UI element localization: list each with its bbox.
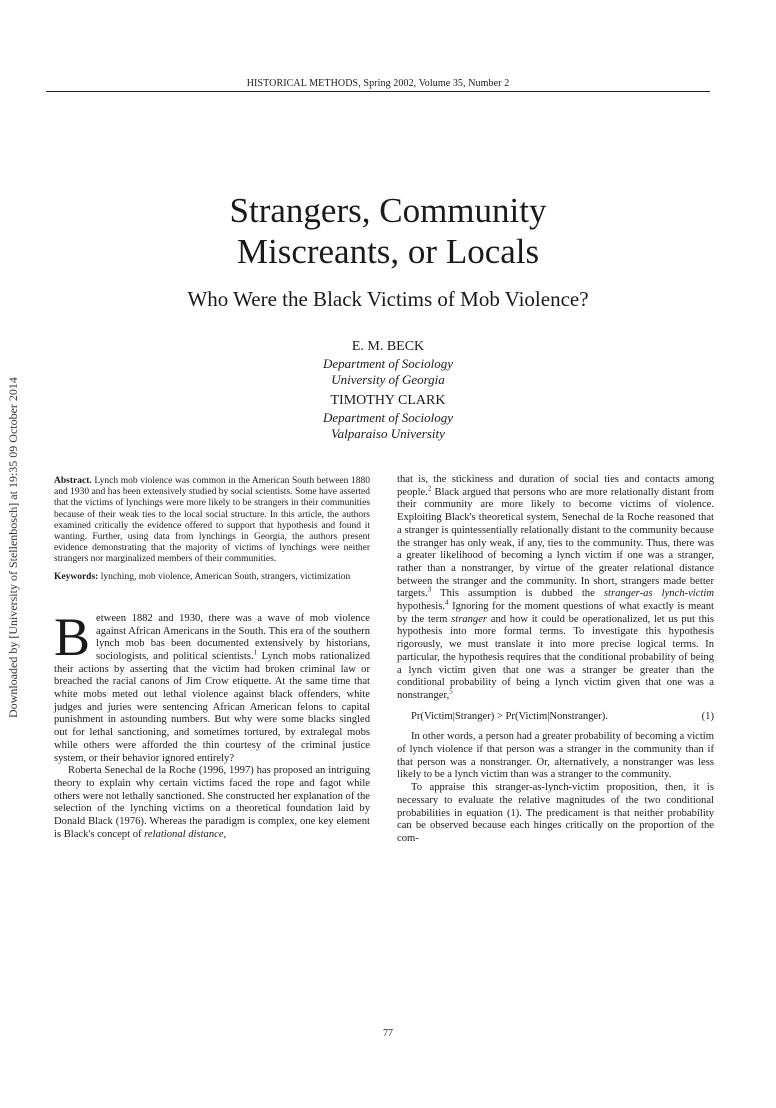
keywords-label: Keywords: bbox=[54, 571, 99, 582]
body-paragraph bbox=[54, 765, 370, 841]
author-name: TIMOTHY CLARK bbox=[330, 393, 446, 408]
keywords bbox=[54, 572, 370, 583]
author-department: Department of Sociology bbox=[323, 410, 453, 425]
footnote-ref: 2 bbox=[427, 484, 432, 493]
article-subtitle: Who Were the Black Victims of Mob Violence? bbox=[187, 287, 589, 311]
body-text: Roberta Senechal de la Roche (1996, 1997) has proposed an intriguing theory to explain why certain victims faced the rope and fagot while others were not lethally sanctioned. She constructed her explanation of the selection of the lynching victims on a theoretical foundation laid by Donald Black (1976). Whereas the paradigm is complex, one key element is Black's concept of bbox=[54, 765, 370, 840]
keywords-text: lynching, mob violence, American South, strangers, victimization bbox=[100, 571, 351, 582]
title-line-2: Miscreants, or Locals bbox=[236, 232, 540, 271]
abstract bbox=[54, 476, 370, 566]
body-text: Black argued that persons who are more relationally distant from their community are more likely to become victims of violence. Exploiting Black's theoretical system, Senechal de la Roche reasoned that a stranger is quintessentially relationally distant to the community because the stranger has only weak, if any, ties to the community. Thus, there was a greater likelihood of becoming a lynch victim if one was a stranger, rather than a nonstranger, by virtue of the greater relational distance between the stranger and the community. In short, strangers made better targets. bbox=[397, 486, 714, 600]
body-paragraph bbox=[54, 606, 370, 765]
drop-cap: B bbox=[54, 606, 91, 667]
body-text: etween 1882 and 1930, there was a wave of mob violence against African Americans in the South. This era of the southern lynch mob bas been documented extensively by historians, sociologists, and political scientists. bbox=[96, 612, 370, 662]
author-block bbox=[0, 338, 776, 388]
body-text: Ignoring for the moment questions of what exactly is meant by the term bbox=[397, 601, 714, 625]
footnote-ref: 3 bbox=[427, 585, 432, 594]
footnote-ref: 4 bbox=[444, 598, 449, 607]
equation-number: (1) bbox=[701, 710, 714, 722]
footnote-ref: 5 bbox=[449, 687, 453, 696]
page-number: 77 bbox=[383, 1028, 393, 1039]
right-column bbox=[397, 474, 714, 846]
running-head: HISTORICAL METHODS, Spring 2002, Volume 35, Number 2 bbox=[46, 78, 710, 92]
body-italic: relational distance, bbox=[144, 828, 227, 840]
abstract-label: Abstract. bbox=[54, 476, 92, 486]
author-university: University of Georgia bbox=[331, 372, 445, 387]
body-text: Lynch mobs rationalized their actions by asserting that the victim had broken criminal law or breached the racial canons of Jim Crow etiquette. At the same time that white mobs meted out lethal violence against black offenders, white judges and juries were sentencing African American felons to capital punishment in astounding numbers. But why were some blacks singled out for lethal sanctioning, and sometimes tortured, by extralegal mobs while others were afforded the thin courtesy of the criminal justice system, or their behavior ignored entirely? bbox=[54, 650, 370, 764]
equation-text: Pr(Victim|Stranger) > Pr(Victim|Nonstranger). bbox=[411, 710, 608, 722]
left-column bbox=[54, 476, 370, 841]
footnote-ref: 1 bbox=[253, 648, 258, 657]
author-name: E. M. BECK bbox=[351, 339, 425, 354]
author-block bbox=[0, 392, 776, 442]
body-paragraph: To appraise this stranger-as-lynch-victim proposition, then, it is necessary to evaluate the relative magnitudes of the two conditional probabilities in equation (1). The predicament is that neither probability can be observed because each hinges critically on the proportion of the com- bbox=[397, 782, 714, 844]
equation bbox=[397, 711, 714, 724]
body-text: that is, the stickiness and duration of social ties and contacts among people. bbox=[397, 474, 714, 498]
body-italic: stranger bbox=[451, 613, 488, 625]
body-text: and how it could be operationalized, let us put this hypothesis into more formal terms. To investigate this hypothesis rigorously, we must translate it into more precise logical terms. In particular, the hypothesis requires that the conditional probability of being a lynch victim given that one was a stranger be greater than the conditional probability of being a lynch victim given that one was a nonstranger, bbox=[397, 613, 714, 701]
body-italic: stranger-as lynch-victim bbox=[603, 588, 714, 600]
title-line-1: Strangers, Community bbox=[229, 191, 547, 230]
body-text: This assumption is dubbed the bbox=[431, 588, 604, 600]
body-paragraph bbox=[397, 474, 714, 703]
author-department: Department of Sociology bbox=[323, 356, 453, 371]
body-paragraph: In other words, a person had a greater probability of becoming a victim of lynch violence if that person was a stranger in the community than if that person was a nonstranger. Or, alternatively, a nonstranger was less likely to be a lynch victim than was a stranger to the community. bbox=[397, 731, 714, 781]
article-title bbox=[0, 190, 776, 272]
author-university: Valparaiso University bbox=[331, 426, 445, 441]
download-notice: Downloaded by [University of Stellenbosch] at 19:35 09 October 2014 bbox=[6, 377, 20, 718]
body-text: hypothesis. bbox=[397, 601, 445, 613]
author-list bbox=[0, 338, 776, 442]
abstract-text: Lynch mob violence was common in the American South between 1880 and 1930 and has been extensively studied by social scientists. Some have asserted that the victims of lynchings were more likely to be strangers in their communities because of their weak ties to the local social structure. In this article, the authors examined critically the evidence offered to support that hypothesis and found it wanting. Further, using data from lynchings in Georgia, the authors present evidence demonstrating that the majority of victims of lynchings were neither strangers nor marginalized members of their communities. bbox=[54, 476, 370, 565]
